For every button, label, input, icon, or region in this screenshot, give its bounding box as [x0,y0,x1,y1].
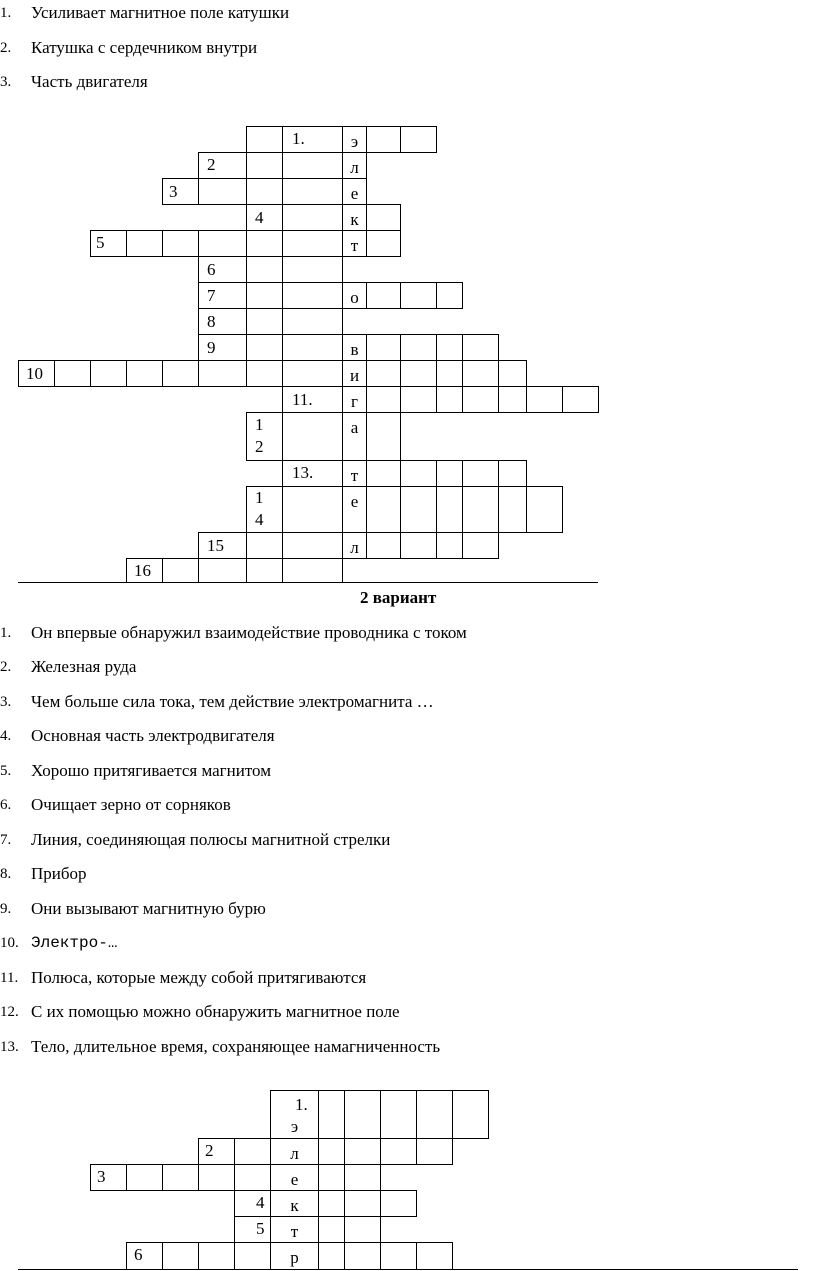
grid1-cell[interactable] [198,256,247,283]
grid1-label-14a: 1 [255,488,264,507]
grid1-cell[interactable] [400,360,437,387]
grid1-cell[interactable] [462,486,499,533]
grid1-cell[interactable] [246,152,283,179]
grid2-cell[interactable] [234,1216,271,1243]
grid1-cell[interactable] [282,360,343,387]
grid1-label-7: 7 [207,286,216,305]
grid2-cell[interactable] [380,1190,417,1217]
grid1-cell[interactable] [498,386,527,413]
grid1-letter-cell[interactable]: л [342,532,367,559]
grid1-cell[interactable] [198,558,247,583]
grid1-cell[interactable] [366,282,401,309]
grid1-label-3: 3 [169,182,178,201]
grid1-cell[interactable] [246,178,283,205]
grid1-letter-cell[interactable]: к [342,204,367,231]
grid2-label-4: 4 [256,1193,265,1212]
grid1-cell[interactable] [436,360,463,387]
divider-line-2 [18,1269,798,1270]
grid2-cell[interactable] [416,1138,453,1165]
grid1-cell[interactable] [282,152,343,179]
grid1-cell[interactable] [198,178,247,205]
grid2-cell[interactable] [344,1242,381,1270]
grid1-cell[interactable] [198,308,247,335]
grid1-label-16: 16 [134,561,151,580]
grid1-cell[interactable] [498,460,527,487]
grid1-cell[interactable] [246,204,283,231]
grid1-cell[interactable] [282,334,343,361]
grid1-label-10: 10 [26,364,43,383]
grid1-letter-cell[interactable]: а [342,412,367,461]
grid1-cell[interactable] [282,256,343,283]
grid2-label-2: 2 [205,1141,214,1160]
grid2-cell[interactable] [234,1138,271,1165]
grid2-cell[interactable] [452,1090,489,1139]
grid2-cell[interactable] [416,1242,453,1270]
grid1-cell[interactable] [246,558,283,583]
grid2-cell[interactable] [126,1242,163,1270]
grid1-letter-cell[interactable]: т [342,460,367,487]
grid1-cell[interactable] [246,334,283,361]
grid1-cell[interactable] [198,230,247,257]
grid1-cell[interactable] [462,532,499,559]
grid1-cell[interactable] [366,334,401,361]
grid2-cell[interactable] [234,1242,271,1270]
grid2-cell[interactable] [234,1190,271,1217]
grid2-cell[interactable] [318,1090,345,1139]
grid2-cell[interactable] [344,1138,381,1165]
grid1-cell[interactable] [366,126,401,153]
grid1-cell[interactable] [282,230,343,257]
grid1-cell[interactable] [282,308,343,335]
grid1-cell[interactable] [436,282,463,309]
grid1-label-11: 11. [292,390,313,409]
grid1-cell[interactable] [162,558,199,583]
grid2-cell[interactable] [380,1242,417,1270]
grid1-letter-cell[interactable]: л [342,152,367,179]
grid2-letter-cell[interactable]: е [270,1164,319,1191]
grid2-cell[interactable] [198,1138,235,1165]
grid1-cell[interactable] [282,532,343,559]
grid1-cell[interactable] [400,460,437,487]
grid1-cell[interactable] [54,360,91,387]
grid1-cell[interactable] [366,412,401,461]
grid1-cell[interactable] [90,360,127,387]
grid1-cell[interactable] [436,460,463,487]
grid1-cell[interactable] [246,308,283,335]
grid2-cell[interactable] [344,1216,381,1243]
grid1-cell[interactable] [246,360,283,387]
grid1-cell[interactable] [436,386,463,413]
grid1-cell[interactable] [282,412,343,461]
grid1-label-14b: 4 [255,510,264,529]
grid1-cell[interactable] [282,178,343,205]
grid1-cell[interactable] [366,532,401,559]
grid1-cell[interactable] [400,532,437,559]
grid2-cell[interactable] [380,1090,417,1139]
grid1-cell[interactable] [282,282,343,309]
grid1-label-5: 5 [96,233,105,252]
grid2-cell[interactable] [126,1164,163,1191]
grid1-cell[interactable] [366,460,401,487]
grid1-label-2: 2 [207,155,216,174]
grid1-cell[interactable] [436,334,463,361]
grid1-cell[interactable] [462,386,499,413]
grid1-cell[interactable] [436,532,463,559]
grid2-cell[interactable] [162,1242,199,1270]
grid1-cell[interactable] [246,412,283,461]
grid2-cell[interactable] [344,1164,381,1191]
grid1-label-6: 6 [207,260,216,279]
grid1-cell[interactable] [526,486,563,533]
grid1-cell[interactable] [400,126,437,153]
grid1-letter-cell[interactable]: в [342,334,367,361]
grid1-cell[interactable] [246,532,283,559]
grid1-cell[interactable] [400,334,437,361]
grid1-cell[interactable] [198,360,247,387]
grid1-cell[interactable] [400,282,437,309]
grid1-cell[interactable] [126,360,163,387]
grid2-label-5: 5 [256,1219,265,1238]
grid1-cell[interactable] [162,178,199,205]
grid1-letter-cell[interactable]: т [342,230,367,257]
grid2-letter-cell[interactable]: т [270,1216,319,1243]
divider-line-1 [18,582,598,583]
grid1-cell[interactable] [498,360,527,387]
grid1-cell[interactable] [366,230,401,257]
grid1-cell[interactable] [526,386,563,413]
grid2-cell[interactable] [198,1164,235,1191]
grid2-letter-cell[interactable]: к [270,1190,319,1217]
grid2-cell[interactable] [380,1138,417,1165]
grid1-label-8: 8 [207,312,216,331]
variant-heading: 2 вариант [360,588,437,607]
grid1-label-1: 1. [292,129,305,148]
grid2-label-6: 6 [134,1245,143,1264]
grid1-cell[interactable] [282,558,343,583]
grid1-cell[interactable] [282,486,343,533]
grid2-label-3: 3 [97,1167,106,1186]
grid2-cell[interactable] [162,1164,199,1191]
grid1-letter-cell[interactable]: и [342,360,367,387]
grid1-letter-cell[interactable]: г [342,386,367,413]
grid1-cell[interactable] [246,230,283,257]
grid2-letter-cell[interactable]: э [270,1090,319,1139]
grid1-letter-cell[interactable]: э [342,126,367,153]
grid1-cell[interactable] [162,230,199,257]
grid1-cell[interactable] [198,334,247,361]
grid1-cell[interactable] [366,204,401,231]
grid2-cell[interactable] [318,1216,345,1243]
grid2-cell[interactable] [344,1190,381,1217]
grid1-cell[interactable] [462,460,499,487]
grid2-letter-cell[interactable]: л [270,1138,319,1165]
grid2-cell[interactable] [416,1090,453,1139]
grid1-cell[interactable] [198,152,247,179]
grid1-letter-cell[interactable]: е [342,178,367,205]
grid2-cell[interactable] [198,1242,235,1270]
grid1-cell[interactable] [366,486,401,533]
grid1-cell[interactable] [498,486,527,533]
grid1-letter-cell[interactable]: е [342,486,367,533]
grid1-cell[interactable] [246,486,283,533]
grid1-cell[interactable] [436,486,463,533]
grid1-cell[interactable] [126,230,163,257]
grid1-cell[interactable] [462,360,499,387]
grid1-label-12b: 2 [255,437,264,456]
grid1-cell[interactable] [198,282,247,309]
grid1-label-12a: 1 [255,415,264,434]
grid2-letter-cell[interactable]: р [270,1242,319,1270]
grid1-cell[interactable] [462,334,499,361]
grid1-cell[interactable] [562,386,599,413]
grid2-cell[interactable] [344,1090,381,1139]
grid1-label-13: 13. [292,463,314,482]
grid2-cell[interactable] [234,1164,271,1191]
grid1-cell[interactable] [246,282,283,309]
grid2-label-1: 1. [295,1095,308,1114]
grid1-cell[interactable] [400,386,437,413]
grid1-label-4: 4 [255,208,264,227]
grid1-cell[interactable] [246,256,283,283]
grid2-cell[interactable] [318,1138,345,1165]
grid1-cell[interactable] [246,126,283,153]
grid1-cell[interactable] [366,360,401,387]
grid2-cell[interactable] [318,1190,345,1217]
grid1-cell[interactable] [400,486,437,533]
grid2-cell[interactable] [318,1164,345,1191]
grid1-cell[interactable] [366,386,401,413]
grid2-cell[interactable] [318,1242,345,1270]
grid1-label-9: 9 [207,338,216,357]
grid1-cell[interactable] [282,204,343,231]
grid1-cell[interactable] [162,360,199,387]
grid1-label-15: 15 [207,536,224,555]
grid1-letter-cell[interactable]: о [342,282,367,309]
grid2-cell[interactable] [90,1164,127,1191]
